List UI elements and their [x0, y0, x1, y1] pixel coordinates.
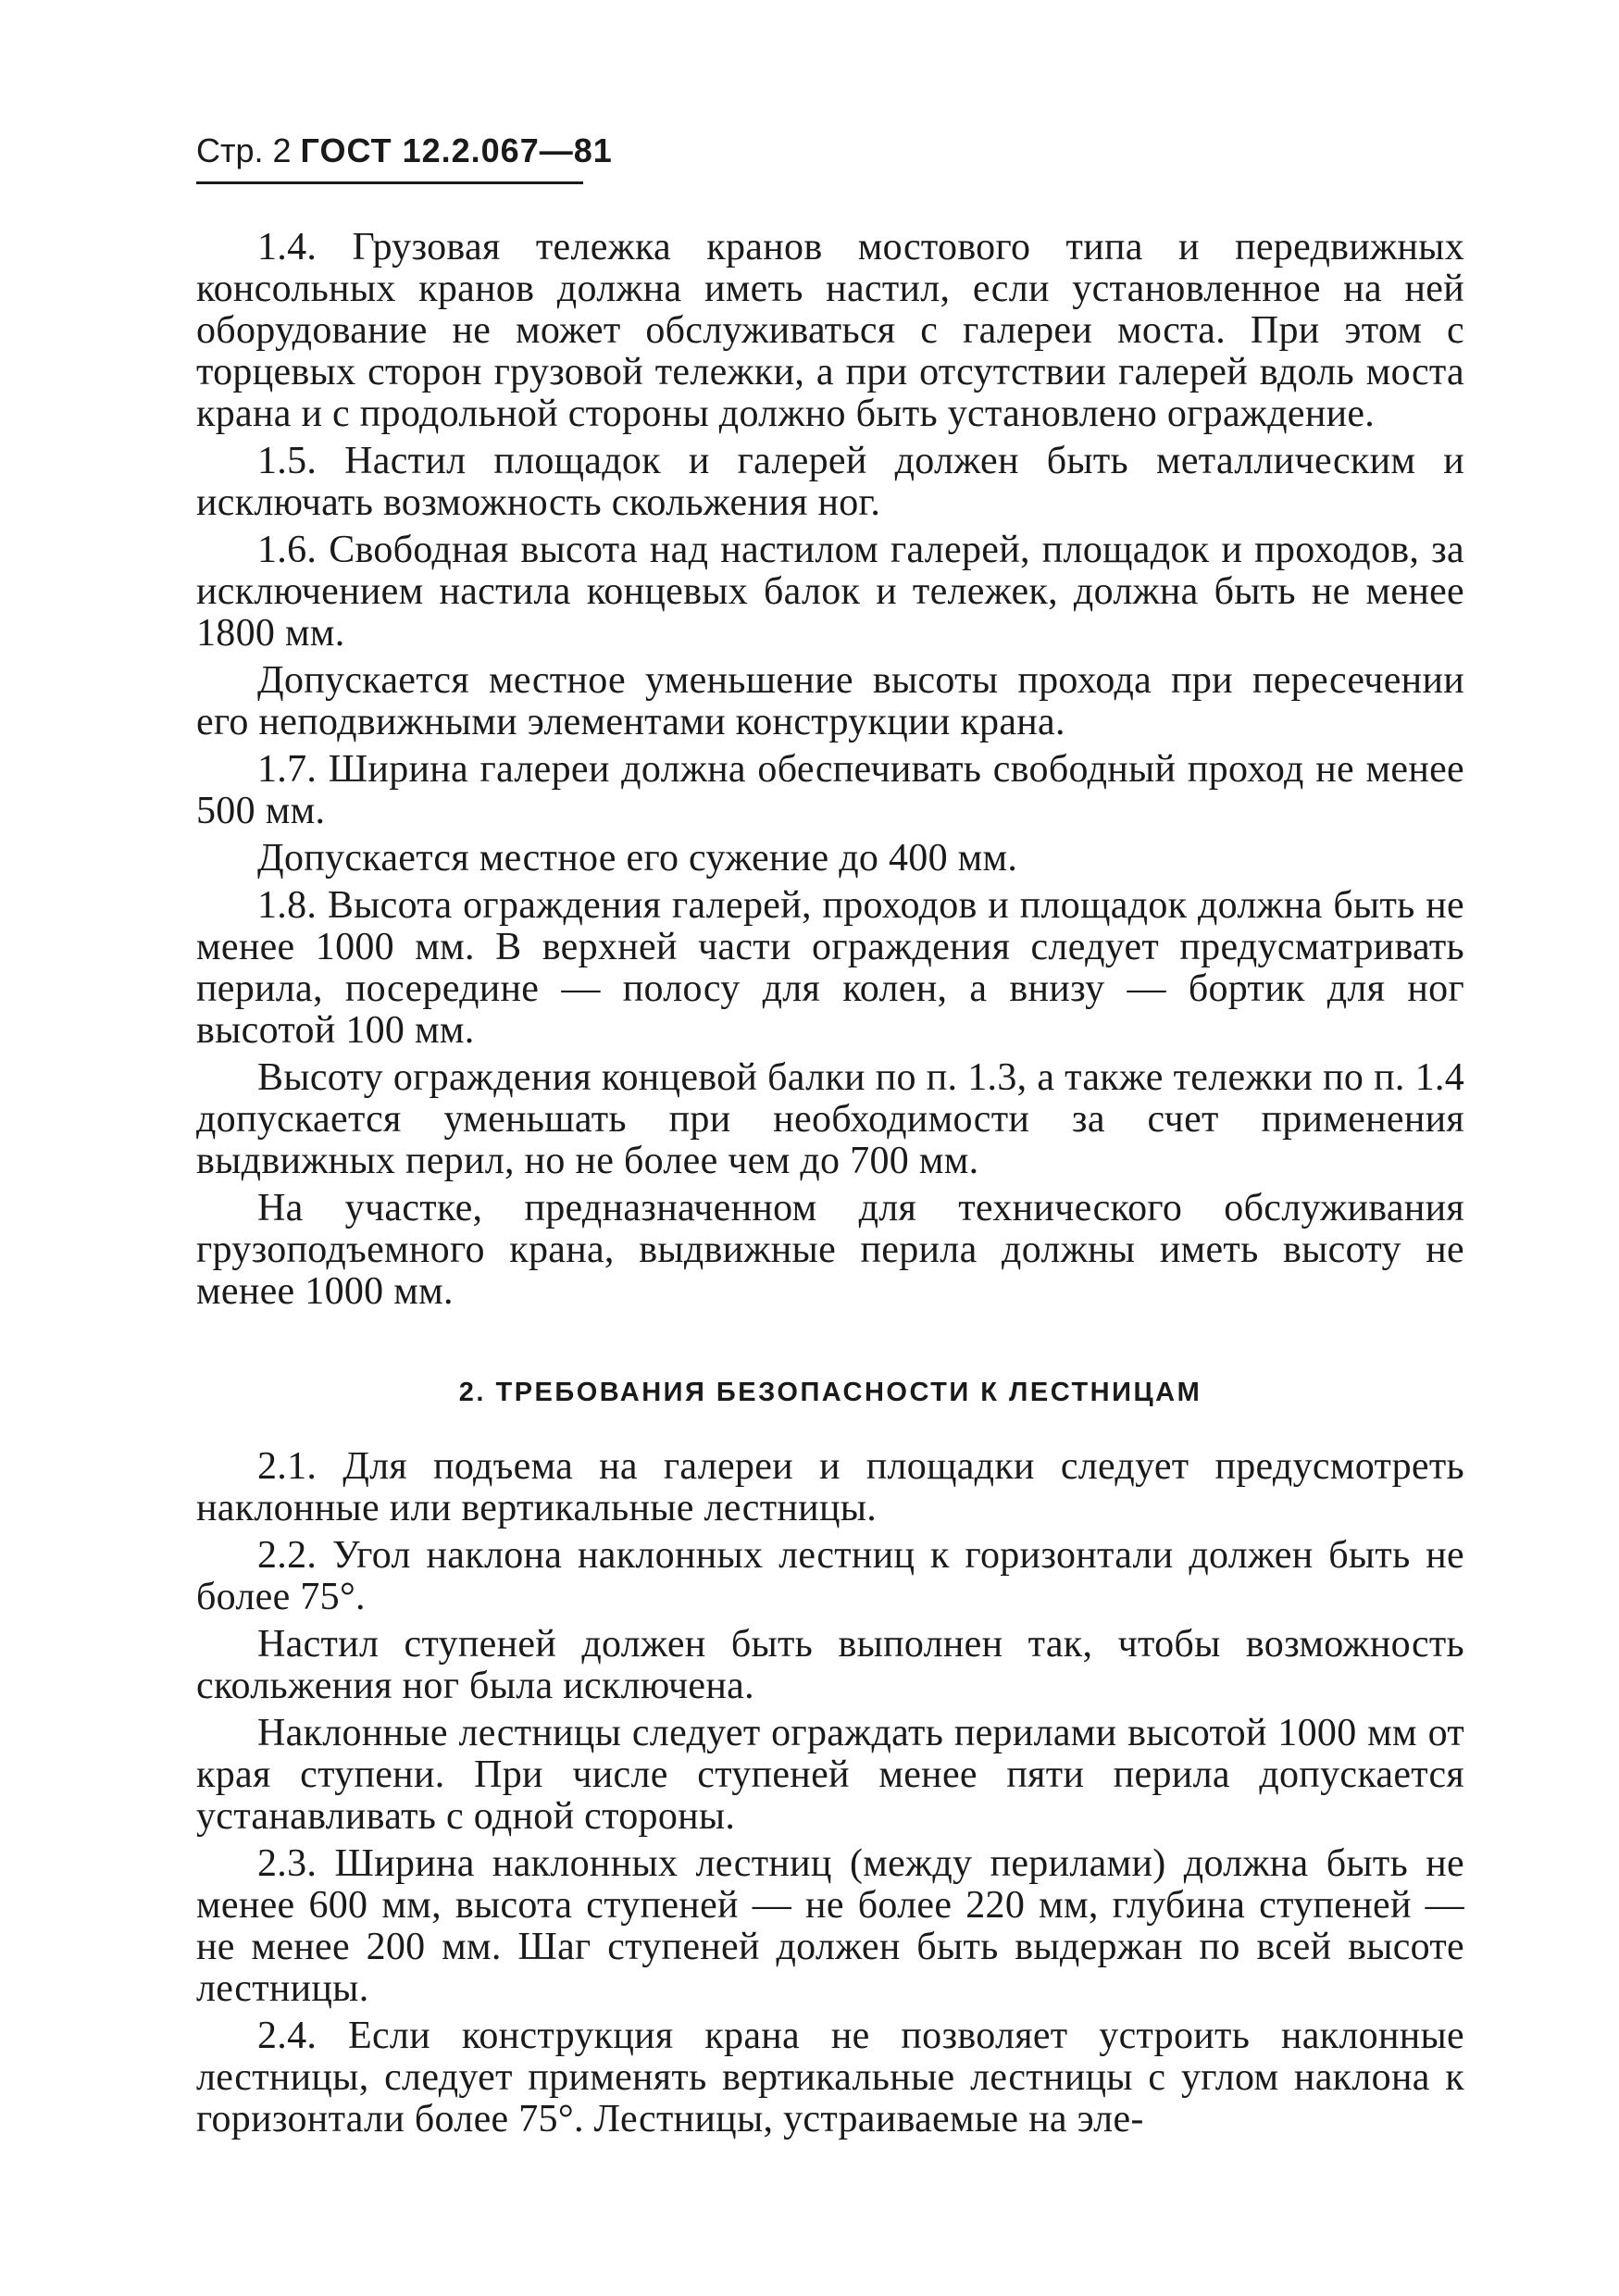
paragraph-2-2: 2.2. Угол наклона наклонных лестниц к горизонтали должен быть не более 75°. — [196, 1534, 1464, 1618]
paragraph-1-6-note: Допускается местное уменьшение высоты прохода при пересечении его неподвижными элементами конструкции крана. — [196, 659, 1464, 743]
paragraph-2-1: 2.1. Для подъема на галереи и площадки следует предусмотреть наклонные или вертикальные лестницы. — [196, 1445, 1464, 1529]
standard-code: ГОСТ 12.2.067—81 — [300, 131, 613, 169]
paragraph-1-7-note: Допускается местное его сужение до 400 мм. — [257, 837, 1018, 880]
paragraph-1-8: 1.8. Высота ограждения галерей, проходов и площадок должна быть не менее 1000 мм. В верхней части ограждения следует предусматривать перила, посередине — полосу для колен, а внизу — бортик для ног высотой 100 мм. — [196, 884, 1464, 1052]
header-rule — [196, 181, 583, 184]
paragraph-1-8-note-2: На участке, предназначенном для технического обслуживания грузоподъемного крана, выдвижные перила должны иметь высоту не менее 1000 мм. — [196, 1187, 1464, 1313]
paragraph-1-8-note-1: Высоту ограждения концевой балки по п. 1.3, а также тележки по п. 1.4 допускается уменьшать при необходимости за счет применения выдвижных перил, но не более чем до 700 мм. — [196, 1056, 1464, 1182]
paragraph-2-2-note-1: Настил ступеней должен быть выполнен так, чтобы возможность скольжения ног была исключена. — [196, 1623, 1464, 1707]
paragraph-1-4: 1.4. Грузовая тележка кранов мостового типа и передвижных консольных кранов должна иметь настил, если установленное на ней оборудование не может обслуживаться с галереи моста. При этом с торцевых сторон грузовой тележки, а при отсутствии галерей вдоль моста крана и с продольной стороны должно быть установлено ограждение. — [196, 226, 1464, 435]
section-heading-2: 2. ТРЕБОВАНИЯ БЕЗОПАСНОСТИ К ЛЕСТНИЦАМ — [458, 1378, 1202, 1407]
page-header — [196, 128, 613, 173]
paragraph-1-6: 1.6. Свободная высота над настилом галерей, площадок и проходов, за исключением настила концевых балок и тележек, должна быть не менее 1800 мм. — [196, 529, 1464, 655]
paragraph-2-4: 2.4. Если конструкция крана не позволяет устроить наклонные лестницы, следует применять вертикальные лестницы с углом наклона к горизонтали более 75°. Лестницы, устраиваемые на эле- — [196, 2015, 1464, 2140]
paragraph-2-3: 2.3. Ширина наклонных лестниц (между перилами) должна быть не менее 600 мм, высота ступеней — не более 220 мм, глубина ступеней — не менее 200 мм. Шаг ступеней должен быть выдержан по всей высоте лестницы. — [196, 1842, 1464, 2010]
body-text — [196, 227, 1464, 2146]
paragraph-1-5: 1.5. Настил площадок и галерей должен быть металлическим и исключать возможность скольжения ног. — [196, 440, 1464, 524]
paragraph-1-7: 1.7. Ширина галереи должна обеспечивать свободный проход не менее 500 мм. — [196, 748, 1464, 832]
page-number-label: Стр. 2 — [196, 131, 292, 169]
paragraph-2-2-note-2: Наклонные лестницы следует ограждать перилами высотой 1000 мм от края ступени. При числе ступеней менее пяти перила допускается устанавливать с одной стороны. — [196, 1712, 1464, 1838]
